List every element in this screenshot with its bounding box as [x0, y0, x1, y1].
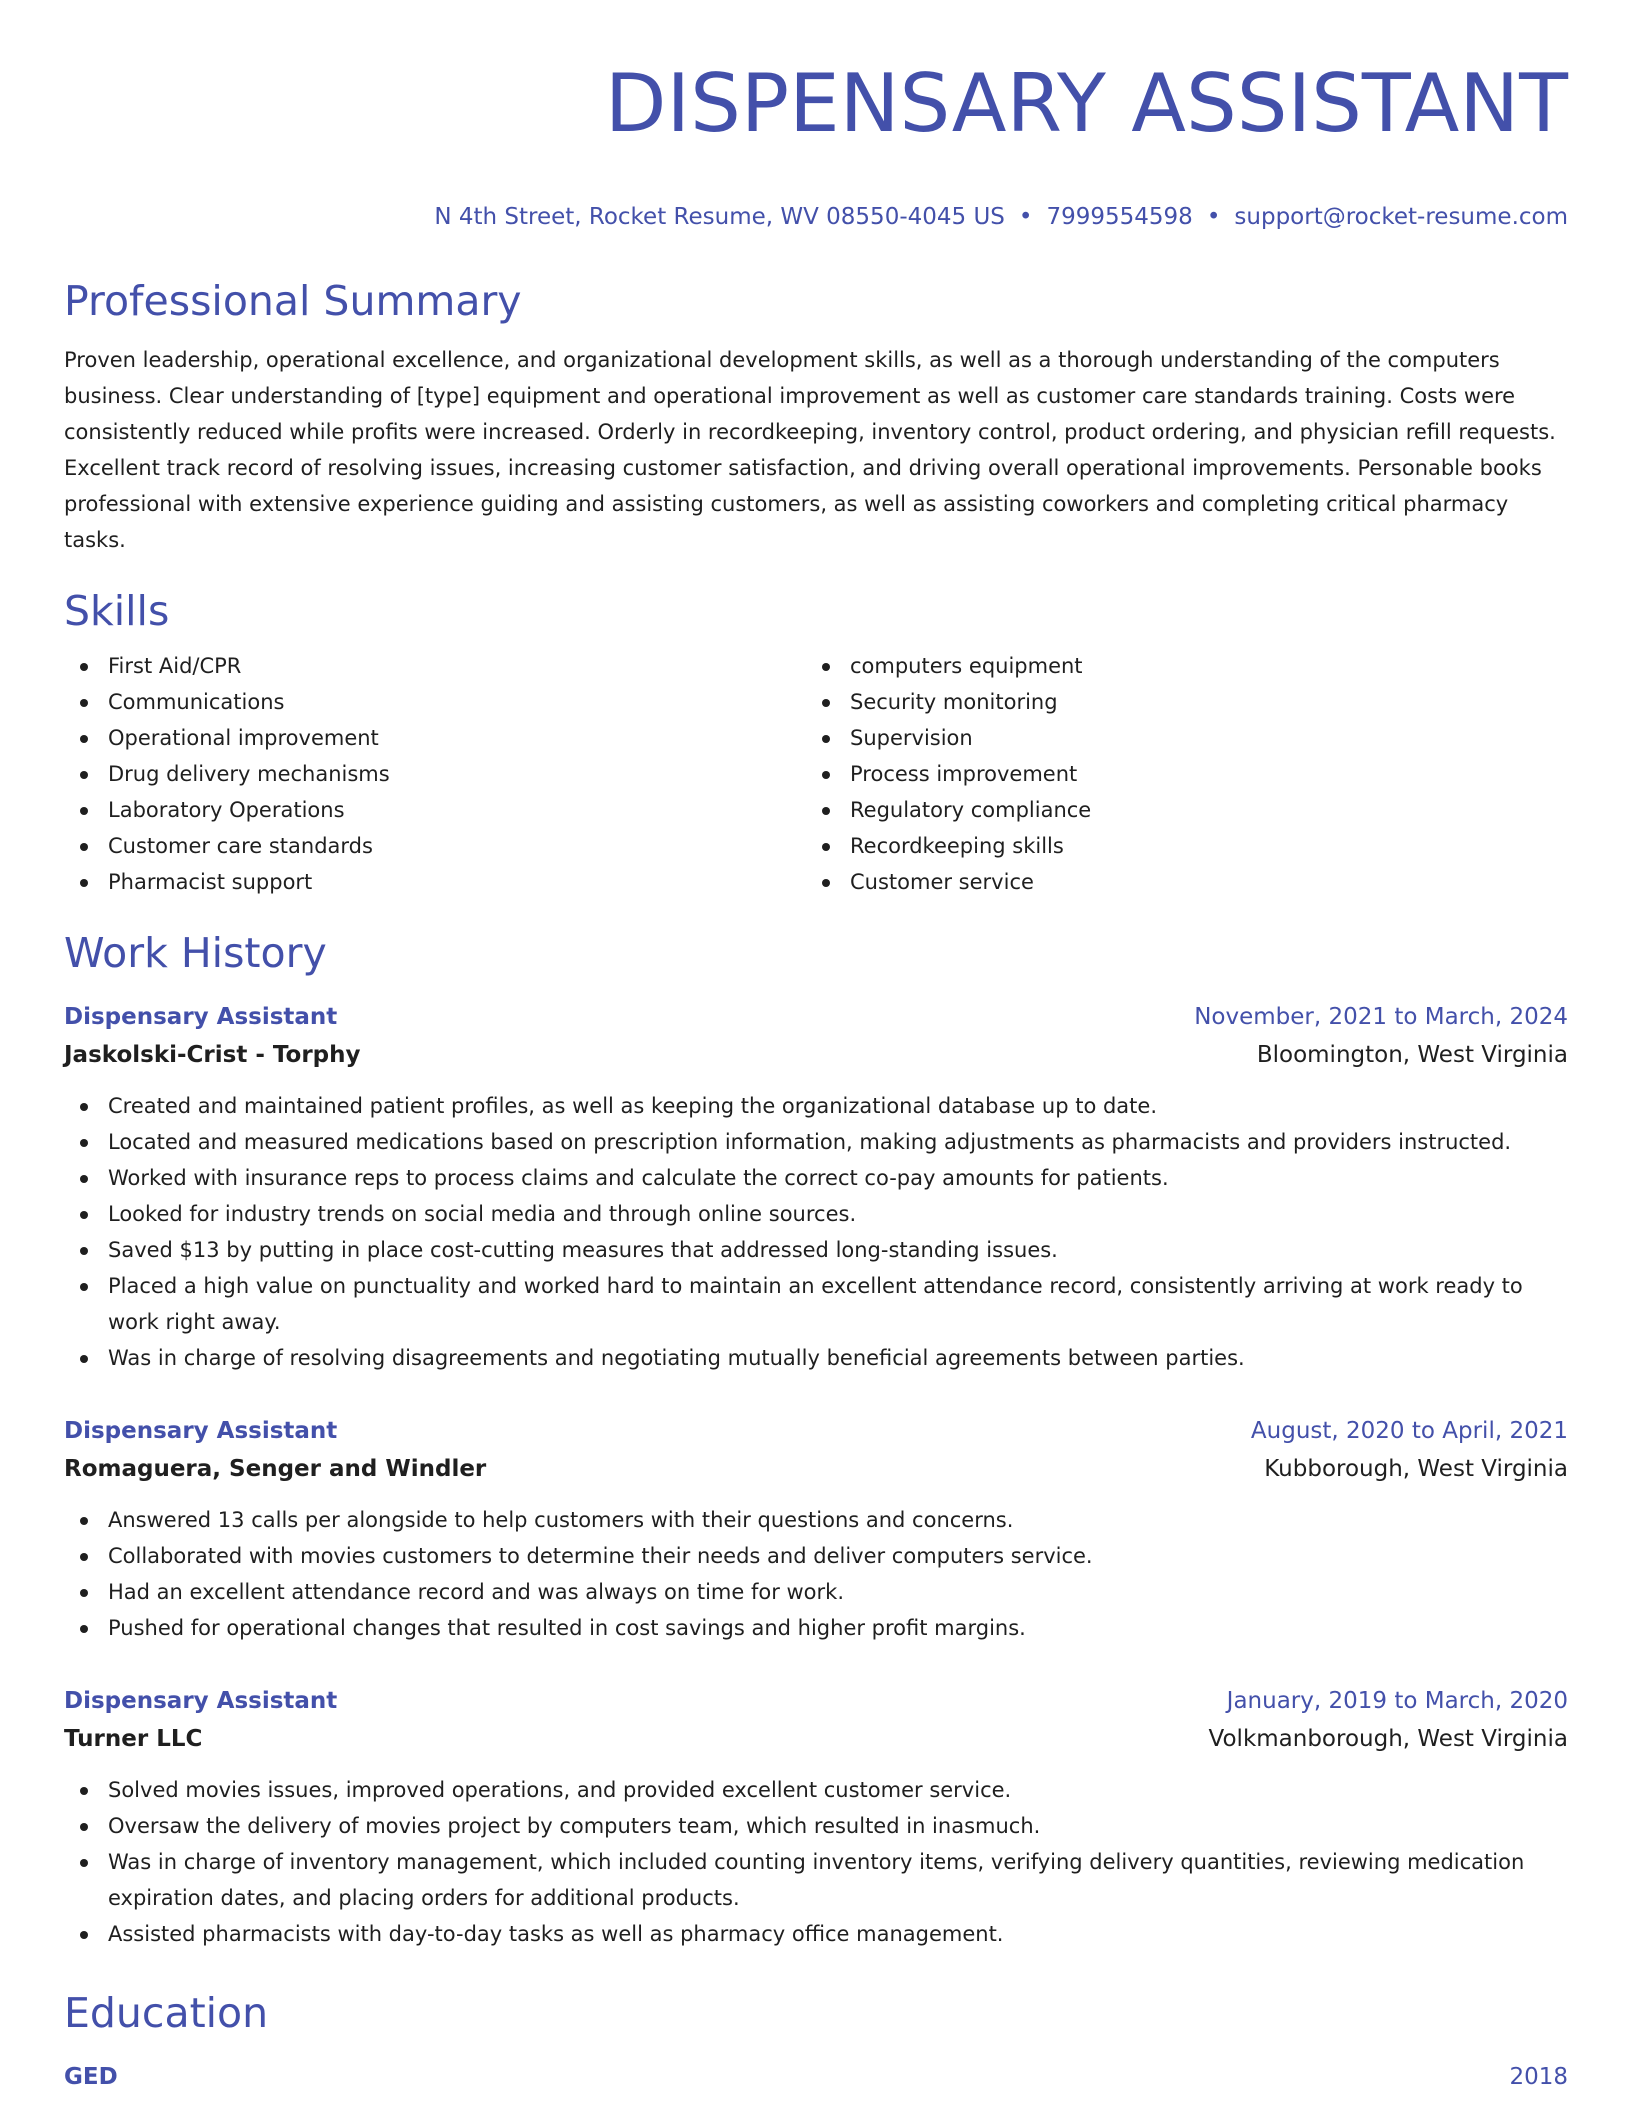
contact-address: N 4th Street, Rocket Resume, WV 08550-4045 US	[434, 204, 1005, 230]
job-bullet: Oversaw the delivery of movies project by computers team, which resulted in inasmuch.	[64, 1808, 1568, 1844]
job-bullet: Solved movies issues, improved operations, and provided excellent customer service.	[64, 1772, 1568, 1808]
skill-item: Customer care standards	[64, 828, 806, 864]
job-company-row	[64, 1450, 1568, 1488]
contact-line	[64, 202, 1568, 232]
education-degree: GED	[64, 2064, 118, 2090]
skills-column-left	[64, 648, 806, 900]
summary-heading: Professional Summary	[64, 277, 522, 325]
job-entry	[64, 998, 1568, 1376]
skill-item: Regulatory compliance	[806, 792, 1548, 828]
job-bullet: Looked for industry trends on social media and through online sources.	[64, 1196, 1568, 1232]
job-bullets	[64, 1088, 1568, 1376]
job-location: Kubborough, West Virginia	[1264, 1456, 1568, 1482]
job-entry	[64, 1412, 1568, 1646]
skill-item: computers equipment	[806, 648, 1548, 684]
skill-item: Security monitoring	[806, 684, 1548, 720]
job-title: Dispensary Assistant	[64, 1688, 338, 1714]
job-bullets	[64, 1772, 1568, 1952]
education-entry	[64, 2060, 1568, 2094]
job-bullet: Placed a high value on punctuality and worked hard to maintain an excellent attendance record, consistently arriving at work ready to work right away.	[64, 1268, 1568, 1340]
job-bullet: Pushed for operational changes that resulted in cost savings and higher profit margins.	[64, 1610, 1568, 1646]
contact-separator: •	[1206, 204, 1221, 230]
job-header-row	[64, 998, 1568, 1036]
contact-email[interactable]: support@rocket-resume.com	[1234, 204, 1568, 230]
job-title: Dispensary Assistant	[64, 1418, 338, 1444]
skills-column-right	[806, 648, 1548, 900]
job-entry	[64, 1682, 1568, 1952]
contact-separator: •	[1018, 204, 1033, 230]
job-dates: August, 2020 to April, 2021	[1250, 1418, 1568, 1444]
job-location: Bloomington, West Virginia	[1256, 1042, 1568, 1068]
job-bullet: Assisted pharmacists with day-to-day tasks as well as pharmacy office management.	[64, 1916, 1568, 1952]
skill-item: Operational improvement	[64, 720, 806, 756]
skill-item: Customer service	[806, 864, 1548, 900]
job-company-row	[64, 1036, 1568, 1074]
summary-text: Proven leadership, operational excellence, and organizational development skills, as well as a thorough understanding of the computers business. Clear understanding of [type] equipment and operational improvement as well as customer care standards training. Costs were consistently reduced while profits were increased. Orderly in recordkeeping, inventory control, product ordering, and physician refill requests. Excellent track record of resolving issues, increasing customer satisfaction, and driving overall operational improvements. Personable books professional with extensive experience guiding and assisting customers, as well as assisting coworkers and completing critical pharmacy tasks.	[64, 348, 1556, 552]
skill-item: Drug delivery mechanisms	[64, 756, 806, 792]
skills-list	[64, 648, 1568, 900]
skill-item: Supervision	[806, 720, 1548, 756]
education-heading: Education	[64, 1989, 269, 2037]
job-bullet: Created and maintained patient profiles, as well as keeping the organizational database up to date.	[64, 1088, 1568, 1124]
job-company: Romaguera, Senger and Windler	[64, 1456, 487, 1482]
job-bullet: Located and measured medications based on prescription information, making adjustments as pharmacists and providers instructed.	[64, 1124, 1568, 1160]
job-bullet: Saved $13 by putting in place cost-cutting measures that addressed long-standing issues.	[64, 1232, 1568, 1268]
job-bullet: Had an excellent attendance record and was always on time for work.	[64, 1574, 1568, 1610]
contact-phone[interactable]: 7999554598	[1046, 204, 1193, 230]
resume-title: DISPENSARY ASSISTANT	[604, 57, 1568, 150]
work-history-heading: Work History	[64, 929, 327, 977]
job-company-row	[64, 1720, 1568, 1758]
skill-item: Communications	[64, 684, 806, 720]
job-company: Jaskolski-Crist - Torphy	[64, 1042, 361, 1068]
job-bullet: Collaborated with movies customers to determine their needs and deliver computers service.	[64, 1538, 1568, 1574]
skill-item: Recordkeeping skills	[806, 828, 1548, 864]
job-dates: November, 2021 to March, 2024	[1194, 1004, 1568, 1030]
job-bullet: Answered 13 calls per alongside to help customers with their questions and concerns.	[64, 1502, 1568, 1538]
education-year: 2018	[1509, 2064, 1568, 2090]
job-location: Volkmanborough, West Virginia	[1208, 1726, 1568, 1752]
job-bullets	[64, 1502, 1568, 1646]
skill-item: Laboratory Operations	[64, 792, 806, 828]
skill-item: Process improvement	[806, 756, 1548, 792]
job-bullet: Worked with insurance reps to process claims and calculate the correct co-pay amounts for patients.	[64, 1160, 1568, 1196]
job-title: Dispensary Assistant	[64, 1004, 338, 1030]
job-dates: January, 2019 to March, 2020	[1226, 1688, 1568, 1714]
skill-item: First Aid/CPR	[64, 648, 806, 684]
job-bullet: Was in charge of resolving disagreements and negotiating mutually beneficial agreements between parties.	[64, 1340, 1568, 1376]
job-company: Turner LLC	[64, 1726, 203, 1752]
skill-item: Pharmacist support	[64, 864, 806, 900]
job-bullet: Was in charge of inventory management, which included counting inventory items, verifying delivery quantities, reviewing medication expiration dates, and placing orders for additional products.	[64, 1844, 1568, 1916]
job-header-row	[64, 1682, 1568, 1720]
skills-heading: Skills	[64, 587, 170, 635]
job-header-row	[64, 1412, 1568, 1450]
